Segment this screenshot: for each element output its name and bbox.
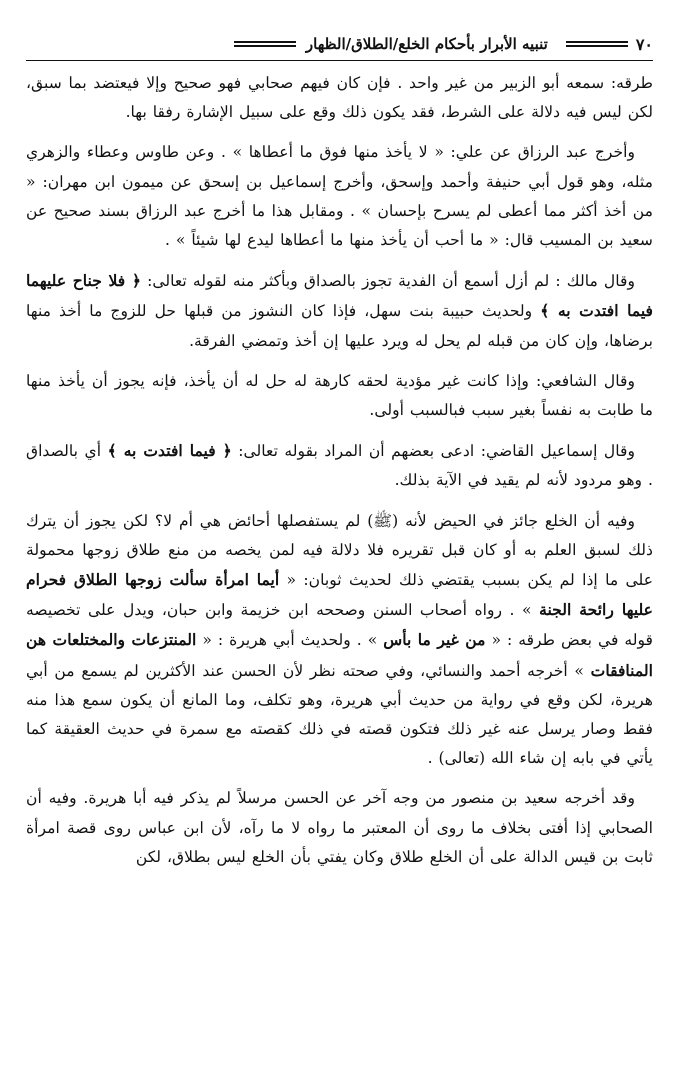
header-ornament-rule	[234, 41, 296, 47]
text-run: وفيه أن الخلع جائز في الحيض لأنه (ﷺ) لم يستفصلها أحائض هي أم لا؟ لكن يجوز أن يترك ذلك لسبق العلم به أو كان قبل تقريره فلا دلالة فيه لمن يخصه من منع طلاق زوجها محمولة على ما إذا لم يكن بسبب يقتضي ذلك لحديث ثوبان: «	[26, 511, 653, 590]
text-run: وقال إسماعيل القاضي: ادعى بعضهم أن المراد بقوله تعالى:	[231, 442, 635, 461]
text-run: طرقه: سمعه أبو الزبير من غير واحد . فإن كان فيهم صحابي فهو صحيح وإلا فيعتضد بما سبق، لكن ليس فيه دلالة على الشرط، فقد يكون ذلك وقع على سبيل الإشارة رفقا بها.	[26, 74, 653, 122]
paragraph	[26, 138, 653, 255]
page-header	[26, 30, 653, 58]
text-run: أي بالصداق . وهو مردود لأنه لم يقيد في الآية بذلك.	[26, 442, 653, 490]
text-run: وقال الشافعي: وإذا كانت غير مؤدية لحقه كارهة له حل له أن يأخذ، فإنه يجوز أن يأخذ منها ما طابت به نفساً بغير سبب فبالسبب أولى.	[26, 371, 653, 420]
header-ornament-rule	[566, 41, 628, 47]
paragraph	[26, 266, 653, 356]
header-divider	[26, 60, 653, 61]
paragraph	[26, 436, 653, 495]
text-run: ولحديث حبيبة بنت سهل، فإذا كان النشوز من قبلها حل للزوج ما أخذ منها برضاها، وإن كان من قبله لم يحل له ويرد عليها إن أخذ وتمضي الفرقة.	[26, 302, 653, 350]
text-run: » أخرجه أحمد والنسائي، وفي صحته نظر لأن الحسن عند الأكثرين لم يسمع من أبي هريرة، لكن وقع في رواية من حديث أبي هريرة، وهو تكلف، وما المانع أن يكون سمع هذا منه فقط وصار يرسل عنه غير ذلك فتكون قصته في ذلك كقصته مع سمرة في حديث العقيقة كما يأتي في بابه إن شاء الله (تعالى) .	[26, 661, 653, 768]
quran-quote: ﴿ فيما افتدت به ﴾	[107, 441, 232, 461]
paragraph	[26, 784, 653, 872]
hadith-quote: المنتزعات والمختلعات هن المنافقات	[26, 630, 653, 680]
paragraph	[26, 507, 653, 774]
text-run: » . رواه أصحاب السنن وصححه ابن خزيمة وابن حبان، ويدل على تخصيصه قوله في بعض طرقه : «	[26, 601, 653, 650]
text-run: وقد أخرجه سعيد بن منصور من وجه آخر عن الحسن مرسلاً لم يذكر فيه أبا هريرة. وفيه أن الصحابي إذا أفتى بخلاف ما روى أن المعتبر ما رواه لا ما رآه، لأن ابن عباس روى قصة امرأة ثابت بن قيس الدالة على أن الخلع طلاق وكان يفتي بأن الخلع ليس بطلاق، لكن	[26, 789, 653, 866]
paragraph	[26, 69, 653, 127]
page-number: ٧٠	[635, 34, 653, 54]
hadith-quote: من غير ما بأس	[383, 630, 486, 650]
running-title: تنبيه الأبرار بأحكام الخلع/الطلاق/الظهار	[305, 35, 548, 53]
hadith-quote: أيما امرأة سألت زوجها الطلاق فحرام عليها رائحة الجنة	[26, 570, 653, 620]
text-run: وأخرج عبد الرزاق عن علي: « لا يأخذ منها فوق ما أعطاها » . وعن طاوس وعطاء والزهري مثله، وهو قول أبي حنيفة وأحمد وإسحق، وأخرج إسماعيل بن إسحق عن ميمون ابن مهران: « من أخذ أكثر مما أعطى لم يسرح بإحسان » . ومقابل هذا ما أخرج عبد الرزاق بسند صحيح عن سعيد بن المسيب قال: « ما أحب أن يأخذ منها ما أعطاها ليدع لها شيئاً » .	[26, 143, 653, 250]
page-body	[26, 69, 653, 872]
text-run: وقال مالك : لم أزل أسمع أن الفدية تجوز بالصداق وبأكثر منه لقوله تعالى:	[141, 272, 635, 291]
paragraph	[26, 367, 653, 425]
quran-quote: ﴿ فلا جناح عليهما فيما افتدت به ﴾	[26, 271, 653, 321]
text-run: » . ولحديث أبي هريرة : «	[196, 631, 384, 650]
